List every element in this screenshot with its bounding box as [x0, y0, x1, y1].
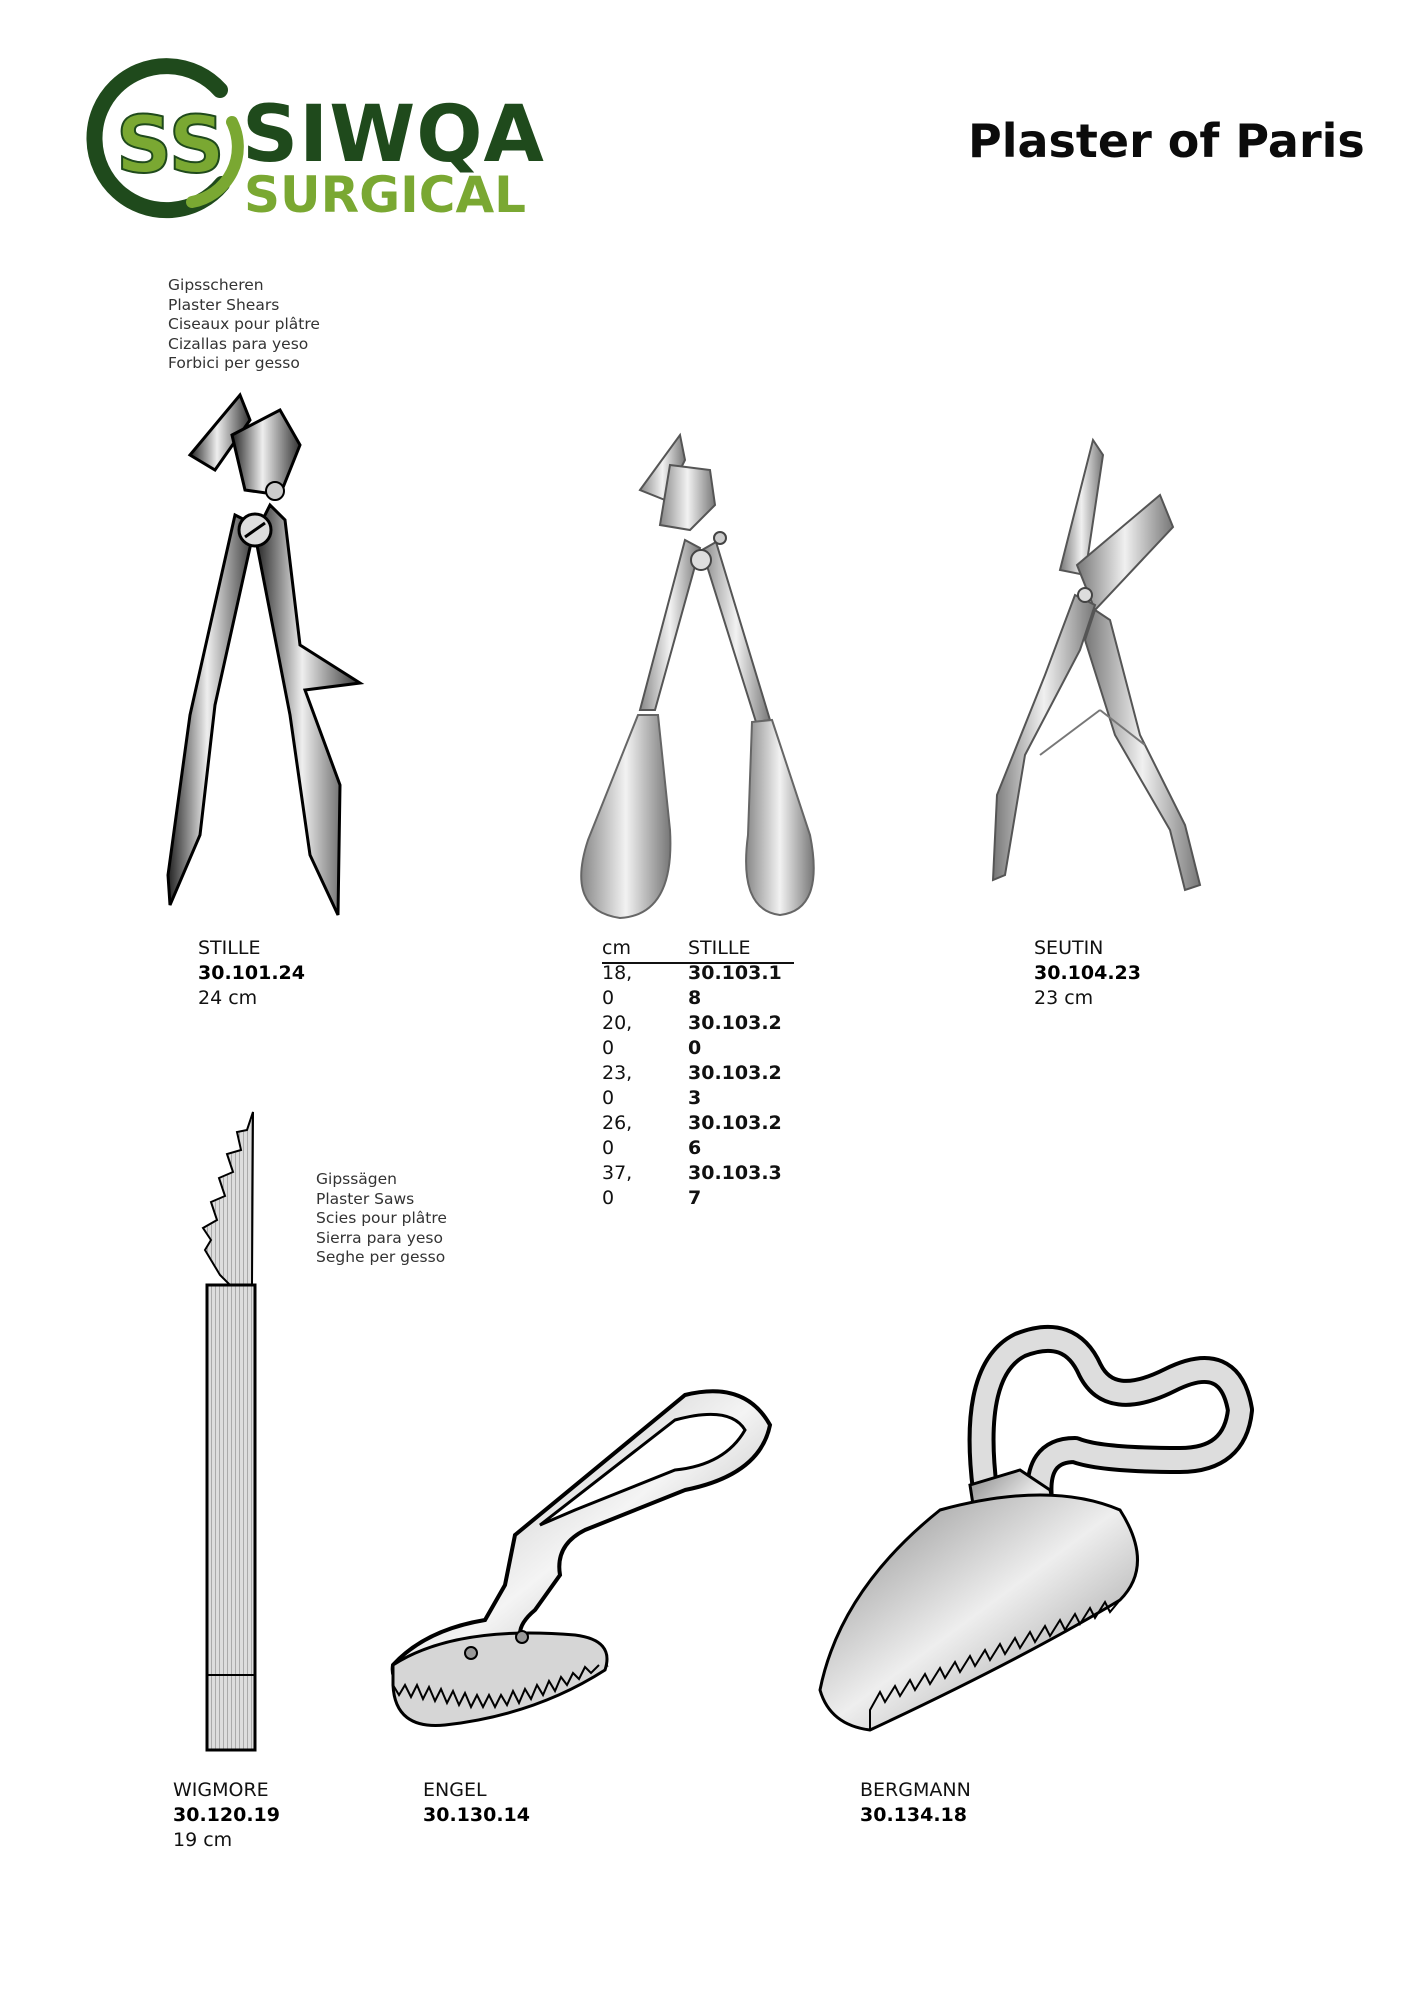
table-cell-code: 30.103.37	[688, 1162, 782, 1209]
product-wigmore	[173, 1778, 280, 1853]
product-name: ENGEL	[423, 1779, 487, 1801]
product-name: STILLE	[198, 937, 261, 959]
stille-size-table	[602, 936, 802, 1216]
table-cell-cm: 37,0	[602, 1162, 633, 1209]
table-cell-code: 30.103.20	[688, 1012, 782, 1059]
engel-saw-icon	[385, 1385, 785, 1755]
product-name: SEUTIN	[1034, 937, 1104, 959]
bergmann-saw-icon	[820, 1330, 1260, 1760]
table-cell-cm: 23,0	[602, 1062, 633, 1109]
logo	[82, 62, 545, 224]
shears-category-labels	[168, 276, 320, 374]
label-es: Sierra para yeso	[316, 1228, 443, 1247]
product-code: 30.120.19	[173, 1804, 280, 1826]
seutin-shears-icon	[985, 435, 1225, 915]
table-cell-cm: 18,0	[602, 962, 633, 1009]
logo-monogram-icon	[82, 62, 242, 222]
product-code: 30.104.23	[1034, 962, 1141, 984]
label-en: Plaster Saws	[316, 1189, 415, 1208]
label-en: Plaster Shears	[168, 295, 280, 314]
label-de: Gipssägen	[316, 1170, 398, 1188]
product-code: 30.134.18	[860, 1804, 967, 1826]
product-code: 30.130.14	[423, 1804, 530, 1826]
product-code: 30.101.24	[198, 962, 305, 984]
table-cell-code: 30.103.23	[688, 1062, 782, 1109]
stille-shears-icon	[160, 385, 380, 925]
label-it: Forbici per gesso	[168, 354, 300, 372]
label-it: Seghe per gesso	[316, 1248, 446, 1266]
table-cell-cm: 26,0	[602, 1112, 633, 1159]
table-header-cm: cm	[602, 937, 631, 959]
saws-category-labels	[316, 1170, 447, 1268]
product-engel	[423, 1778, 530, 1828]
product-seutin	[1034, 936, 1141, 1011]
label-fr: Ciseaux pour plâtre	[168, 315, 320, 333]
page-title: Plaster of Paris	[968, 114, 1365, 168]
label-fr: Scies pour plâtre	[316, 1209, 447, 1227]
label-de: Gipsscheren	[168, 276, 264, 294]
product-name: BERGMANN	[860, 1779, 971, 1801]
logo-monogram: SS	[116, 101, 225, 191]
product-size: 23 cm	[1034, 987, 1094, 1009]
product-size: 19 cm	[173, 1829, 233, 1851]
table-cell-code: 30.103.26	[688, 1112, 782, 1159]
product-bergmann	[860, 1778, 971, 1828]
logo-word-siwqa: SIWQA	[242, 90, 545, 180]
stille-shears-2-icon	[560, 430, 840, 920]
product-name: WIGMORE	[173, 1779, 269, 1801]
logo-word-surgical: SURGICAL	[244, 166, 527, 224]
product-size: 24 cm	[198, 987, 258, 1009]
table-header-stille: STILLE	[688, 937, 751, 959]
product-stille-1	[198, 936, 305, 1011]
wigmore-saw-icon	[175, 1110, 295, 1760]
table-cell-code: 30.103.18	[688, 962, 782, 1009]
label-es: Cizallas para yeso	[168, 334, 309, 353]
table-cell-cm: 20,0	[602, 1012, 633, 1059]
